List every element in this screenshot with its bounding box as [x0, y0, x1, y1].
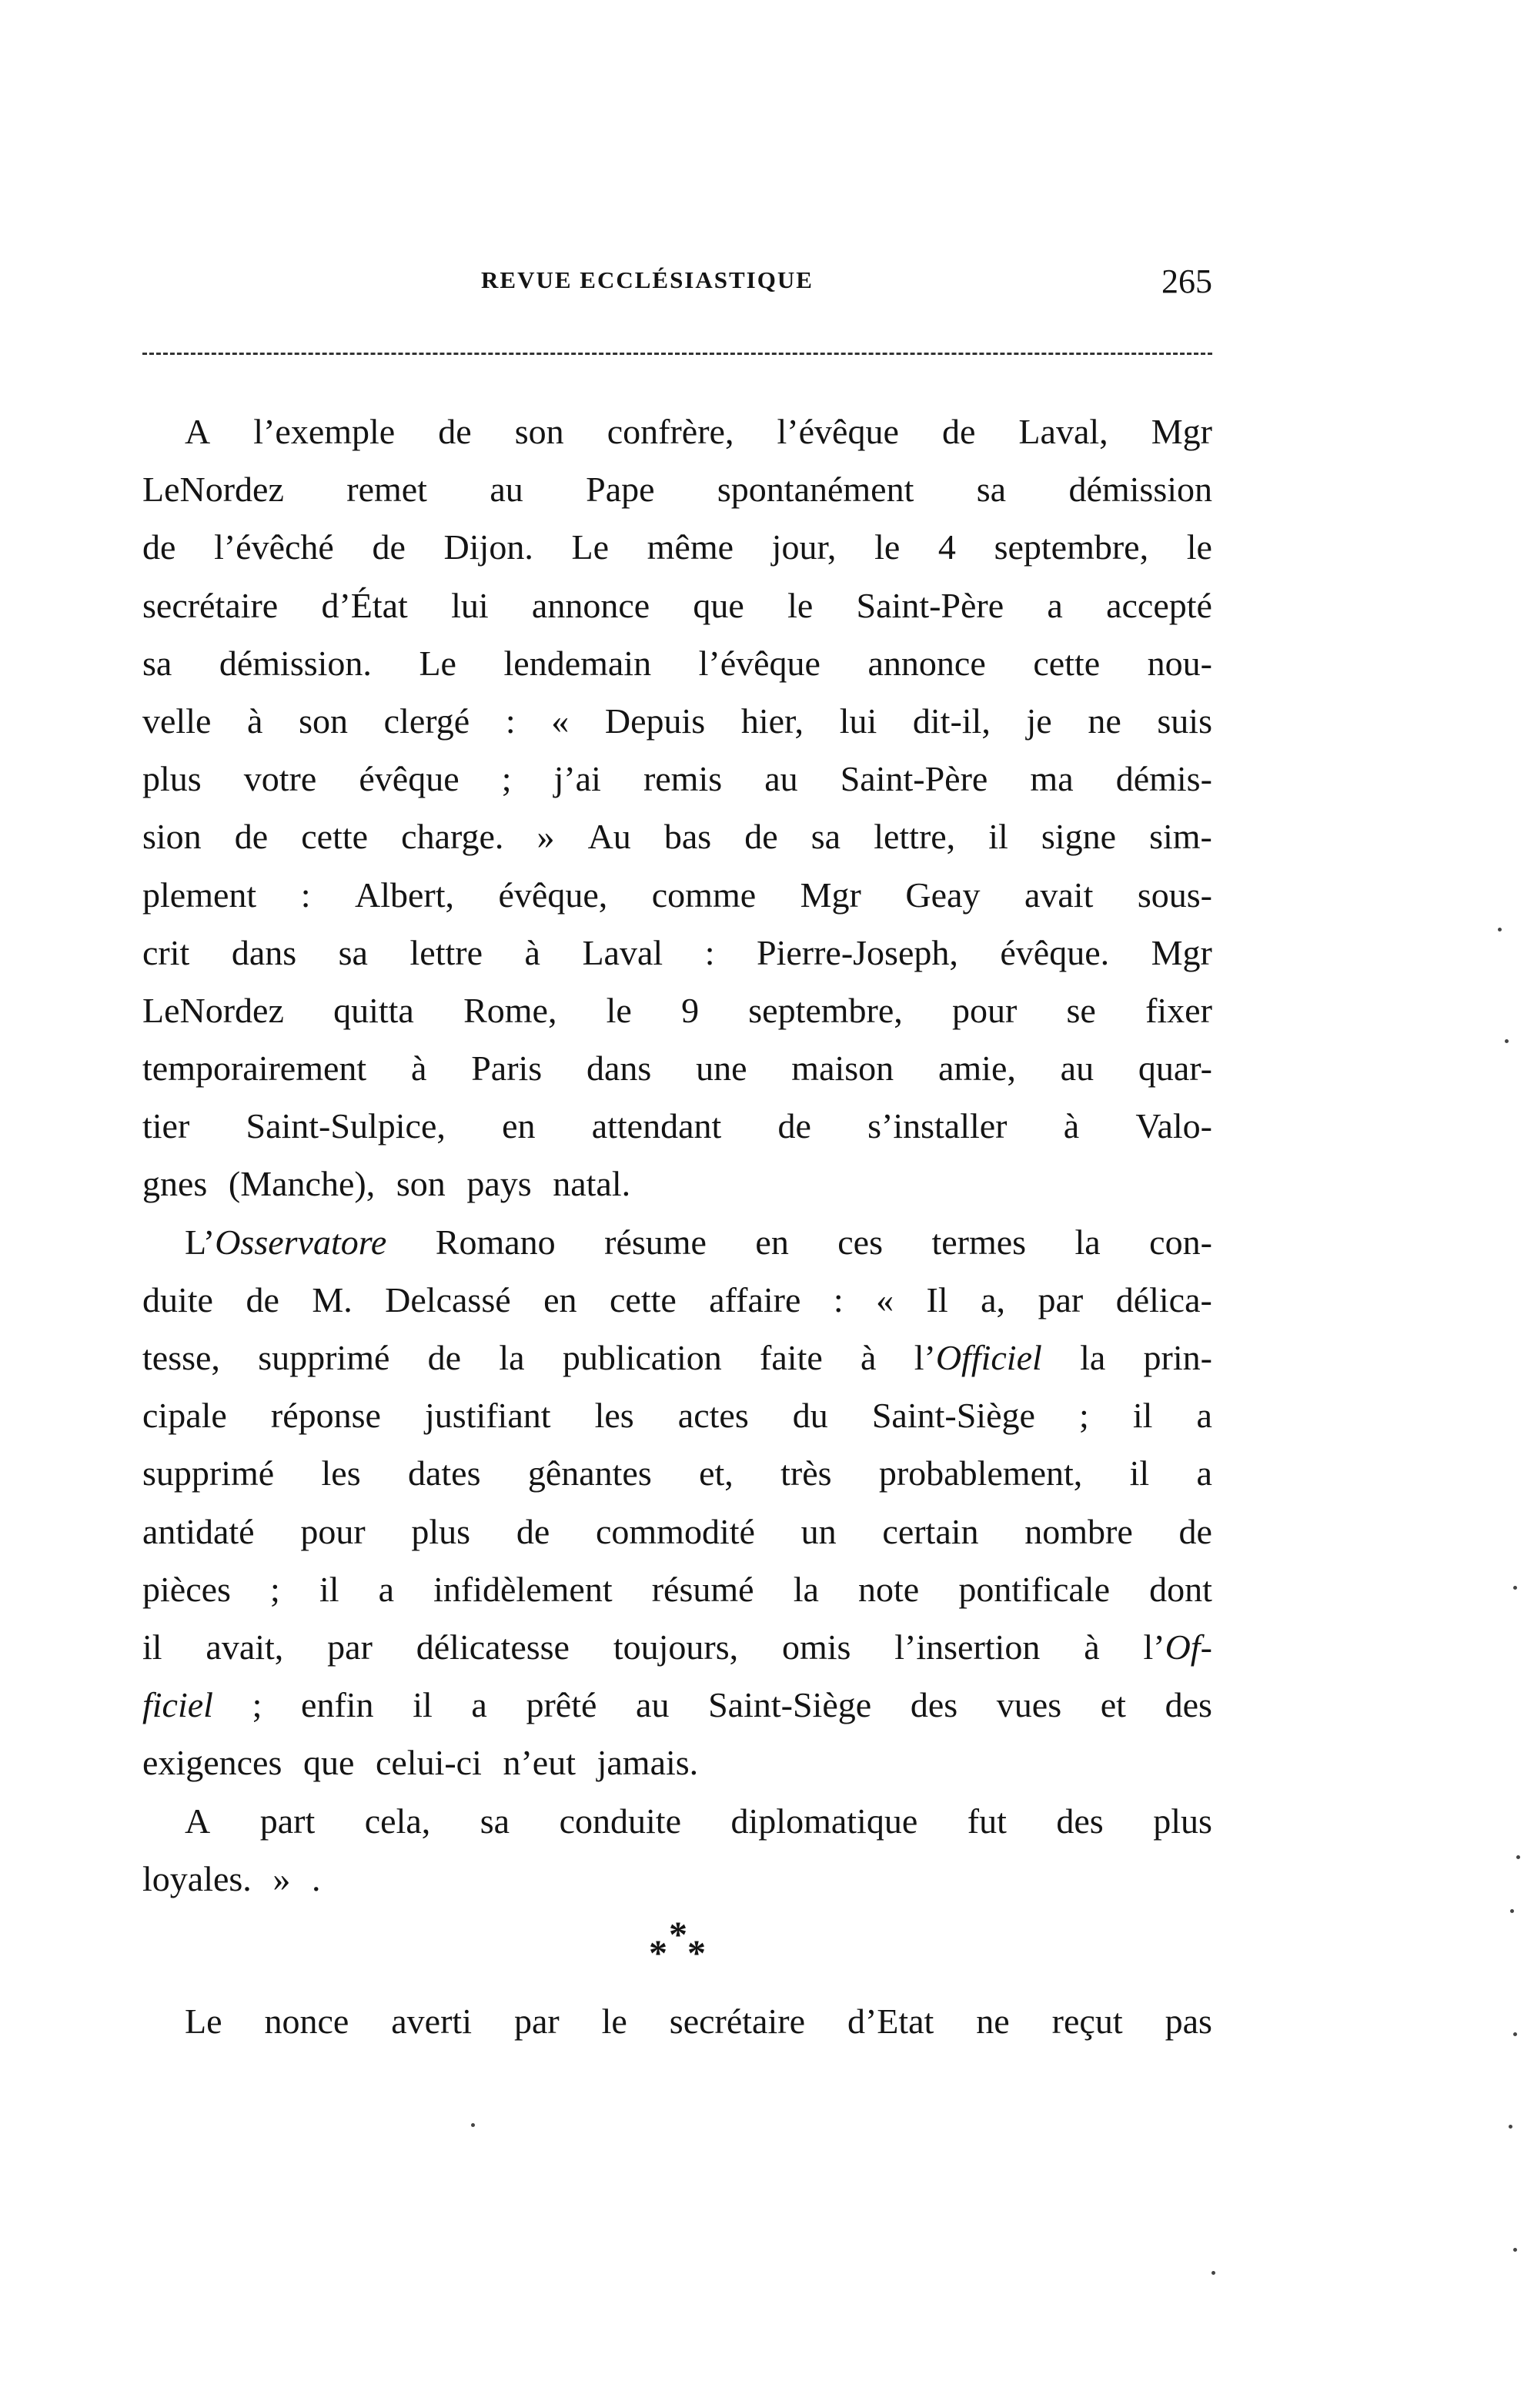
word: (Manche), — [228, 1164, 376, 1204]
word: sion — [142, 817, 202, 857]
word: remis — [643, 759, 723, 799]
word: se — [1066, 990, 1096, 1030]
text-line — [142, 634, 1212, 692]
word: de — [941, 412, 976, 451]
word: délica- — [1115, 1279, 1212, 1319]
word: Romano — [435, 1222, 556, 1262]
text-line — [142, 750, 1212, 808]
word: Paris — [471, 1048, 543, 1089]
word: que — [693, 585, 744, 625]
word: infidèlement — [433, 1569, 613, 1609]
word: bas — [663, 817, 712, 857]
text-line — [142, 924, 1212, 982]
word: remet — [346, 470, 427, 510]
word: son — [299, 701, 349, 741]
word: l’évêché — [214, 527, 334, 567]
paragraph-1 — [142, 403, 1212, 1213]
print-speck — [1498, 928, 1502, 931]
word: toujours, — [613, 1627, 739, 1667]
word: la — [1080, 1338, 1106, 1377]
word: il — [1132, 1396, 1153, 1436]
word: par — [513, 2001, 560, 2041]
word: Le — [185, 2001, 222, 2041]
word: le — [606, 990, 632, 1030]
word: Il — [926, 1279, 948, 1319]
word: quitta — [333, 990, 414, 1030]
word: au — [490, 470, 523, 510]
word: septembre, — [994, 527, 1149, 567]
word: lendemain — [503, 643, 652, 683]
word: ; — [252, 1685, 262, 1725]
closing-line — [142, 1992, 1212, 2050]
word: des — [1165, 1685, 1212, 1725]
text-line — [142, 982, 1212, 1039]
word: A — [185, 412, 211, 451]
word: Le — [571, 527, 609, 567]
word: nombre — [1024, 1511, 1133, 1551]
word: plus — [1153, 1801, 1212, 1841]
word: réponse — [270, 1396, 381, 1436]
text-line — [142, 1155, 1212, 1212]
word: secrétaire — [142, 585, 279, 625]
word: Saint-Sulpice, — [246, 1106, 446, 1146]
word: sa — [810, 817, 841, 857]
word: ces — [837, 1222, 884, 1262]
word: annonce — [531, 585, 650, 625]
word: je — [1026, 701, 1052, 741]
text-line — [142, 1850, 1212, 1908]
text-line — [142, 403, 1212, 460]
text-line — [142, 1271, 1212, 1329]
word: secrétaire — [669, 2001, 805, 2041]
word: un — [800, 1511, 837, 1551]
word: pontificale — [958, 1569, 1111, 1609]
word: note — [858, 1569, 920, 1609]
word: de — [234, 817, 269, 857]
word: et — [1100, 1685, 1126, 1725]
text-line — [142, 1386, 1212, 1444]
word: en — [755, 1222, 789, 1262]
word: termes — [931, 1222, 1027, 1262]
word: certain — [882, 1511, 979, 1551]
word: au — [636, 1685, 670, 1725]
word: à — [247, 701, 263, 741]
word: : — [833, 1279, 844, 1319]
word: exigences — [142, 1743, 282, 1783]
word: au — [1060, 1048, 1095, 1089]
word: Delcassé — [385, 1279, 511, 1319]
word: des — [1056, 1801, 1104, 1841]
paragraph-2 — [142, 1213, 1212, 1792]
text-line — [142, 1560, 1212, 1618]
word: Dijon. — [443, 527, 533, 567]
text-line — [142, 1213, 1212, 1271]
word: dit-il, — [912, 701, 991, 741]
word: sa — [142, 643, 172, 683]
word: délicatesse — [416, 1627, 570, 1667]
word: démis- — [1115, 759, 1212, 799]
word: d’Etat — [847, 2001, 934, 2041]
text-line — [142, 866, 1212, 924]
word: à — [1084, 1627, 1100, 1667]
word: signe — [1041, 817, 1117, 857]
word: ficiel — [142, 1685, 213, 1725]
word: part — [259, 1801, 316, 1841]
word: tesse, — [142, 1338, 220, 1377]
print-speck — [1509, 2125, 1512, 2129]
word: temporairement — [142, 1048, 367, 1089]
word: a — [378, 1569, 395, 1609]
word: . — [311, 1858, 321, 1898]
word: très — [780, 1453, 832, 1493]
word: sous- — [1137, 875, 1212, 915]
word: : — [300, 875, 311, 915]
word: dates — [407, 1453, 481, 1493]
word: son — [514, 412, 564, 451]
word: dans — [231, 932, 297, 972]
word: pas — [1165, 2001, 1212, 2041]
word: nonce — [264, 2001, 349, 2041]
asterism-star: * — [687, 1932, 706, 1974]
word: une — [696, 1048, 747, 1089]
text-line — [142, 1792, 1212, 1850]
word: par — [327, 1627, 373, 1667]
word: a — [1196, 1453, 1212, 1493]
word: enfin — [301, 1685, 374, 1725]
word: de — [516, 1511, 550, 1551]
word: » — [536, 817, 555, 857]
text-line — [142, 1039, 1212, 1097]
word: ; — [1078, 1396, 1089, 1436]
word: accepté — [1106, 585, 1212, 625]
word: confrère, — [607, 412, 734, 451]
word: Laval — [582, 932, 663, 972]
paragraph-3 — [142, 1792, 1212, 1908]
word: Geay — [905, 875, 981, 915]
word: spontanément — [717, 470, 914, 510]
word: en — [502, 1106, 536, 1146]
print-speck — [1505, 1039, 1509, 1043]
word: d’État — [321, 585, 408, 625]
word: n’eut — [503, 1743, 576, 1783]
running-title: REVUE ECCLÉSIASTIQUE — [481, 266, 814, 293]
word: à — [524, 932, 540, 972]
word: et, — [699, 1453, 734, 1493]
word: la — [793, 1569, 819, 1609]
word: velle — [142, 701, 212, 741]
word: ; — [501, 759, 512, 799]
word: Pierre-Joseph, — [756, 932, 958, 972]
word: diplomatique — [730, 1801, 918, 1841]
word: cette — [301, 817, 369, 857]
word: évêque, — [498, 875, 608, 915]
word: « — [876, 1279, 894, 1319]
word: de — [744, 817, 778, 857]
word: il — [319, 1569, 339, 1609]
word: probablement, — [878, 1453, 1083, 1493]
word: averti — [391, 2001, 472, 2041]
word: lettre, — [874, 817, 956, 857]
word: de — [372, 527, 406, 567]
word: en — [543, 1279, 577, 1319]
word: Au — [587, 817, 631, 857]
word: 9 — [681, 990, 700, 1030]
word: par — [1038, 1279, 1084, 1319]
word: actes — [677, 1396, 749, 1436]
word: a — [1196, 1396, 1212, 1436]
word: tier — [142, 1106, 190, 1146]
word: sa — [480, 1801, 510, 1841]
word: résume — [604, 1222, 707, 1262]
word: pays — [466, 1164, 532, 1204]
word: conduite — [559, 1801, 682, 1841]
word: Saint-Siège — [871, 1396, 1035, 1436]
word: crit — [142, 932, 190, 972]
word: suis — [1157, 701, 1212, 741]
word: fut — [967, 1801, 1007, 1841]
word: loyales. — [142, 1858, 252, 1898]
word: Saint-Siège — [708, 1685, 872, 1725]
text-line — [142, 1097, 1212, 1155]
text-line — [142, 1329, 1212, 1386]
word: l’Officiel — [914, 1338, 1042, 1377]
word: nou- — [1147, 643, 1212, 683]
word: il — [988, 817, 1008, 857]
word: celui-ci — [375, 1743, 482, 1783]
word: : — [505, 701, 516, 741]
word: le — [787, 585, 814, 625]
word: a, — [981, 1279, 1006, 1319]
print-speck — [1516, 1855, 1520, 1859]
word: j’ai — [553, 759, 601, 799]
text-line — [142, 460, 1212, 518]
text-line — [142, 1618, 1212, 1676]
word: l’évêque — [777, 412, 899, 451]
word: l’évêque — [698, 643, 820, 683]
word: Mgr — [1151, 932, 1212, 972]
word: sa — [338, 932, 368, 972]
word: A — [185, 1801, 211, 1841]
word: Mgr — [800, 875, 861, 915]
word: « — [551, 701, 570, 741]
word: Valo- — [1135, 1106, 1212, 1146]
word: l’exemple — [253, 412, 396, 451]
page-number: 265 — [1161, 263, 1212, 300]
word: le — [1186, 527, 1212, 567]
text-line — [142, 1676, 1212, 1734]
word: commodité — [595, 1511, 755, 1551]
text-line — [142, 1444, 1212, 1502]
word: ma — [1030, 759, 1074, 799]
text-line — [142, 808, 1212, 865]
word: plus — [411, 1511, 471, 1551]
word: l’insertion — [894, 1627, 1041, 1667]
print-speck — [1513, 1586, 1517, 1590]
text-line — [142, 1734, 1212, 1791]
header-rule — [142, 353, 1212, 355]
word: cela, — [364, 1801, 431, 1841]
word: il — [413, 1685, 433, 1725]
print-speck — [1211, 2271, 1215, 2275]
word: l’Of- — [1143, 1627, 1212, 1667]
word: sim- — [1149, 817, 1212, 857]
word: des — [910, 1685, 958, 1725]
word: fixer — [1145, 990, 1212, 1030]
word: avait — [1024, 875, 1094, 915]
word: pour — [300, 1511, 366, 1551]
text-line — [142, 692, 1212, 750]
word: a — [471, 1685, 487, 1725]
word: votre — [243, 759, 317, 799]
word: natal. — [553, 1164, 631, 1204]
word: au — [764, 759, 798, 799]
word: cipale — [142, 1396, 227, 1436]
word: hier, — [740, 701, 804, 741]
section-separator — [142, 1908, 1212, 1992]
word: de — [142, 527, 176, 567]
word: il — [1129, 1453, 1150, 1493]
word: justifiant — [425, 1396, 551, 1436]
word: antidaté — [142, 1511, 255, 1551]
word: Mgr — [1151, 412, 1212, 451]
word: LeNordez — [142, 470, 284, 510]
word: duite — [142, 1279, 213, 1319]
print-speck — [1510, 1909, 1514, 1913]
body-text — [142, 403, 1212, 2050]
word: de — [427, 1338, 462, 1377]
asterism-star: * — [669, 1914, 687, 1955]
word: jamais. — [597, 1743, 699, 1783]
page-header — [142, 262, 1212, 308]
word: du — [792, 1396, 828, 1436]
word: vues — [996, 1685, 1062, 1725]
word: supprimé — [258, 1338, 390, 1377]
word: évêque. — [1000, 932, 1110, 972]
word: pour — [952, 990, 1018, 1030]
word: de — [1178, 1511, 1212, 1551]
word: le — [874, 527, 901, 567]
word: Saint-Père — [840, 759, 988, 799]
asterism — [643, 1914, 720, 1974]
word: lui — [451, 585, 489, 625]
word: lettre — [409, 932, 483, 972]
word: démission. — [219, 643, 372, 683]
word: con- — [1149, 1222, 1212, 1262]
word: le — [601, 2001, 627, 2041]
word: L’Osservatore — [185, 1222, 387, 1262]
word: affaire — [709, 1279, 801, 1319]
print-speck — [471, 2123, 475, 2127]
text-line — [142, 1503, 1212, 1560]
word: a — [1047, 585, 1063, 625]
word: de — [438, 412, 472, 451]
word: même — [647, 527, 734, 567]
word: son — [396, 1164, 446, 1204]
word: la — [499, 1338, 525, 1377]
word: les — [594, 1396, 634, 1436]
word: ; — [270, 1569, 280, 1609]
word: que — [302, 1743, 355, 1783]
word: sa — [976, 470, 1007, 510]
text-line — [142, 577, 1212, 634]
word: à — [411, 1048, 427, 1089]
word: charge. — [401, 817, 504, 857]
word: résumé — [651, 1569, 754, 1609]
word: publication — [562, 1338, 722, 1377]
word: dans — [586, 1048, 652, 1089]
print-speck — [1513, 2248, 1517, 2252]
word: il — [142, 1627, 162, 1667]
word: dont — [1149, 1569, 1212, 1609]
word: cette — [609, 1279, 677, 1319]
word: jour, — [771, 527, 837, 567]
word: omis — [781, 1627, 851, 1667]
word: quar- — [1138, 1048, 1212, 1089]
word: gnes — [142, 1164, 208, 1204]
word: maison — [791, 1048, 894, 1089]
word: la — [1074, 1222, 1101, 1262]
word: les — [321, 1453, 361, 1493]
word: de — [246, 1279, 279, 1319]
word: démission — [1068, 470, 1212, 510]
word: de — [777, 1106, 811, 1146]
word: » — [272, 1858, 291, 1898]
word: Laval, — [1018, 412, 1108, 451]
word: 4 — [937, 527, 956, 567]
print-speck — [1513, 2032, 1517, 2036]
word: ne — [976, 2001, 1010, 2041]
word: annonce — [867, 643, 986, 683]
word: amie, — [937, 1048, 1016, 1089]
word: Le — [419, 643, 456, 683]
word: LeNordez — [142, 990, 284, 1030]
word: M. — [312, 1279, 353, 1319]
word: Saint-Père — [856, 585, 1004, 625]
word: : — [704, 932, 715, 972]
word: à — [861, 1338, 877, 1377]
word: lui — [839, 701, 877, 741]
word: cette — [1033, 643, 1101, 683]
word: septembre, — [748, 990, 903, 1030]
word: à — [1063, 1106, 1080, 1146]
word: comme — [651, 875, 757, 915]
word: clergé — [383, 701, 470, 741]
text-line — [142, 518, 1212, 576]
word: faite — [760, 1338, 823, 1377]
word: reçut — [1051, 2001, 1123, 2041]
word: gênantes — [527, 1453, 652, 1493]
word: plement — [142, 875, 257, 915]
word: Pape — [586, 470, 655, 510]
word: Rome, — [463, 990, 557, 1030]
word: supprimé — [142, 1453, 275, 1493]
word: Albert, — [354, 875, 454, 915]
word: plus — [142, 759, 202, 799]
word: attendant — [591, 1106, 722, 1146]
word: ne — [1088, 701, 1121, 741]
word: évêque — [359, 759, 460, 799]
word: prêté — [526, 1685, 597, 1725]
word: Depuis — [604, 701, 706, 741]
word: pièces — [142, 1569, 231, 1609]
asterism-star: * — [649, 1932, 667, 1974]
word: avait, — [206, 1627, 284, 1667]
word: prin- — [1143, 1338, 1212, 1377]
word: s’installer — [867, 1106, 1008, 1146]
